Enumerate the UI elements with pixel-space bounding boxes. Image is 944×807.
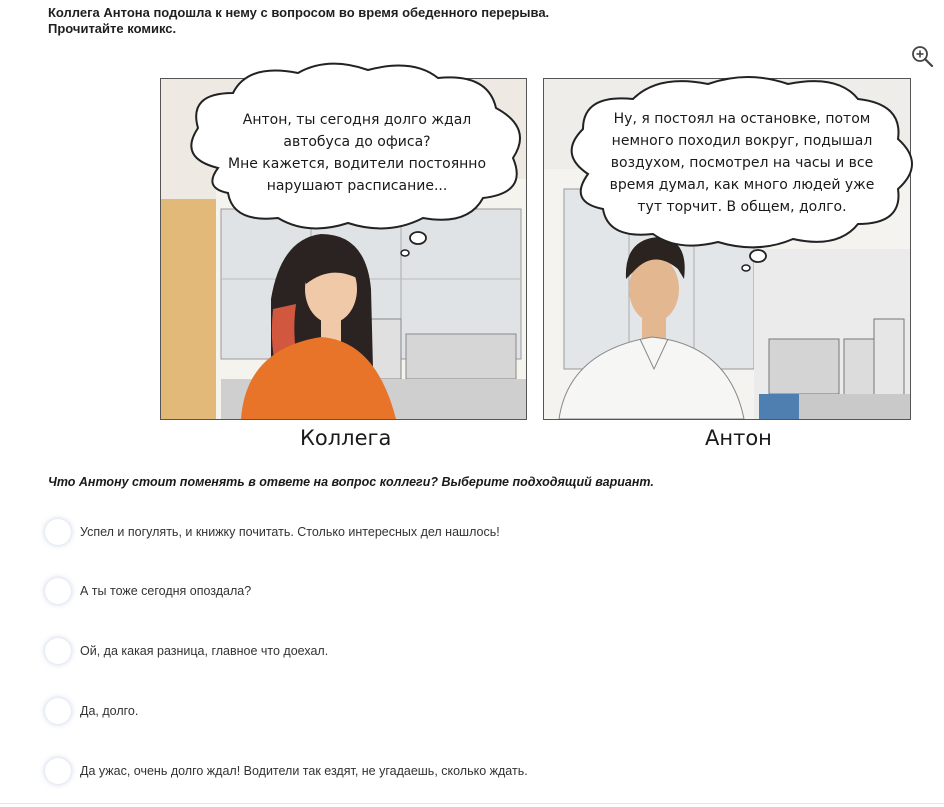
answer-label: Да ужас, очень долго ждал! Водители так ездят, не угадаешь, сколько ждать. xyxy=(80,764,528,778)
speech-line: Мне кажется, водители постоянно xyxy=(227,156,487,172)
speech-text-anton xyxy=(597,108,887,218)
speech-line: нарушают расписание... xyxy=(266,178,448,194)
radio-button[interactable] xyxy=(45,638,71,664)
caption-colleague: Коллега xyxy=(300,426,392,450)
answer-option-2[interactable] xyxy=(45,576,251,606)
speech-bubble-colleague xyxy=(178,58,536,258)
speech-line: Антон, ты сегодня долго ждал xyxy=(242,112,472,128)
answer-option-3[interactable] xyxy=(45,636,328,666)
question-text: Что Антону стоит поменять в ответе на вопрос коллеги? Выберите подходящий вариант. xyxy=(48,475,654,489)
speech-bubble-anton xyxy=(558,74,926,272)
intro-line-1: Коллега Антона подошла к нему с вопросом во время обеденного перерыва. xyxy=(48,5,550,20)
radio-button[interactable] xyxy=(45,698,71,724)
speech-line: воздухом, посмотрел на часы и все xyxy=(610,155,874,171)
radio-button[interactable] xyxy=(45,519,71,545)
caption-anton: Антон xyxy=(705,426,772,450)
radio-button[interactable] xyxy=(45,758,71,784)
answer-option-4[interactable] xyxy=(45,696,138,726)
speech-line: тут торчит. В общем, долго. xyxy=(637,199,847,215)
speech-line: время думал, как много людей уже xyxy=(609,177,875,193)
answer-label: Да, долго. xyxy=(80,704,139,718)
zoom-in-icon[interactable] xyxy=(910,44,934,68)
answer-option-1[interactable] xyxy=(45,517,500,547)
task-intro xyxy=(48,5,549,37)
answer-option-5[interactable] xyxy=(45,756,528,786)
answer-label: А ты тоже сегодня опоздала? xyxy=(80,584,252,598)
intro-line-2: Прочитайте комикс. xyxy=(48,21,177,36)
speech-line: автобуса до офиса? xyxy=(283,134,431,150)
speech-line: немного походил вокруг, подышал xyxy=(611,133,873,149)
speech-line: Ну, я постоял на остановке, потом xyxy=(613,111,871,127)
divider xyxy=(0,803,944,804)
answer-label: Ой, да какая разница, главное что доехал. xyxy=(80,644,329,658)
speech-text-colleague xyxy=(222,109,492,197)
radio-button[interactable] xyxy=(45,578,71,604)
answer-label: Успел и погулять, и книжку почитать. Столько интересных дел нашлось! xyxy=(80,525,500,539)
